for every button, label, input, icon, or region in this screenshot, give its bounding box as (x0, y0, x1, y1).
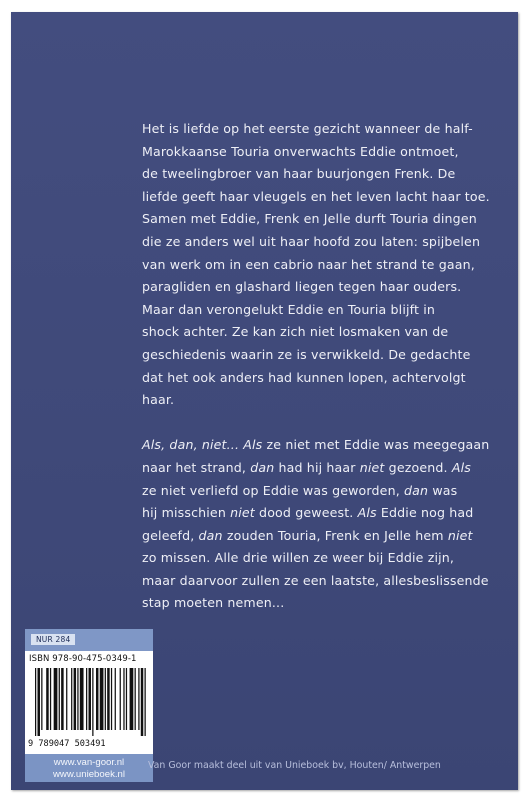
barcode-bar (105, 668, 106, 730)
text-run: gezoend. (384, 459, 452, 475)
publisher-line: Van Goor maakt deel uit van Unieboek bv, Houten/ Antwerpen (148, 760, 441, 771)
italic-text: niet (447, 527, 473, 543)
blurb-line: stap moeten nemen... (142, 595, 285, 611)
text-run: zouden Touria, Frenk en Jelle hem (222, 527, 448, 543)
barcode-bar (54, 668, 58, 730)
text-run: Eddie nog had (376, 505, 474, 521)
barcode-panel (25, 629, 153, 780)
blurb-line: de tweelingbroer van haar buurjongen Frenk. De (142, 166, 456, 182)
italic-text: Als (451, 459, 471, 475)
blurb-line: liefde geeft haar vleugels en het leven lacht haar toe. (142, 188, 490, 204)
barcode-bar (100, 668, 104, 730)
barcode-bar (115, 668, 116, 730)
blurb-line (142, 457, 512, 480)
blurb-line (142, 434, 512, 457)
blurb-line: shock achter. Ze kan zich niet losmaken van de (142, 324, 449, 340)
blurb-line: Het is liefde op het eerste gezicht wanneer de half- (142, 121, 473, 136)
barcode-icon (35, 668, 147, 736)
barcode-bar (66, 668, 67, 730)
italic-text: niet (230, 505, 255, 521)
italic-text: dan (198, 527, 223, 543)
barcode-bar (92, 668, 93, 736)
blurb-line: zo missen. Alle drie willen ze weer bij Eddie zijn, (142, 550, 455, 566)
text-run: was (428, 482, 458, 498)
blurb-line (142, 525, 512, 548)
url-box (25, 754, 153, 782)
barcode-digits: 9 789047 503491 (28, 739, 106, 749)
blurb-text (142, 118, 512, 615)
nur-code: NUR 284 (31, 634, 75, 645)
blurb-line (142, 480, 512, 503)
barcode-bar (135, 668, 136, 730)
isbn-box (25, 651, 153, 754)
text-run: naar het strand, (142, 459, 251, 475)
italic-text: dan (250, 459, 275, 475)
blurb-paragraph-2 (142, 434, 512, 615)
barcode-bar (145, 668, 146, 736)
text-run: geleefd, (142, 527, 199, 543)
barcode-bar (126, 668, 127, 730)
text-run: dood geweest. (254, 505, 358, 521)
publisher-url-link[interactable]: www.unieboek.nl (53, 769, 125, 780)
blurb-line: paragliden en glashard liegen tegen haar ouders. (142, 279, 462, 295)
blurb-line: Samen met Eddie, Frenk en Jelle durft Touria dingen (142, 211, 477, 227)
text-run: ze niet verliefd op Eddie was geworden, (142, 482, 405, 498)
blurb-line: geschiedenis waarin ze is verwikkeld. De gedachte (142, 346, 471, 362)
barcode-bar (61, 668, 63, 730)
barcode-bar (71, 668, 72, 730)
barcode-bar (41, 668, 42, 730)
blurb-line: haar. (142, 392, 175, 408)
italic-text: Als (357, 505, 377, 521)
blurb-line: van werk om in een cabrio naar het strand te gaan, (142, 256, 475, 272)
italic-text: Als, dan, niet... Als (142, 437, 263, 453)
italic-text: niet (359, 459, 385, 475)
blurb-line: dat het ook anders had kunnen lopen, achtervolgt (142, 369, 466, 385)
barcode-bar (123, 668, 124, 730)
text-run: had hij haar (274, 459, 360, 475)
blurb-line: die ze anders wel uit haar hoofd zou laten: spijbelen (142, 233, 481, 249)
barcode-bar (77, 668, 78, 730)
text-run: ze niet met Eddie was meegegaan (262, 437, 490, 453)
isbn-label: ISBN 978-90-475-0349-1 (29, 654, 137, 664)
blurb-paragraph-1 (142, 118, 512, 412)
barcode-bar (46, 668, 48, 730)
barcode-bar (35, 668, 36, 736)
barcode-bar (89, 668, 91, 730)
blurb-line: Maar dan verongelukt Eddie en Touria blijft in (142, 301, 436, 317)
book-back-cover (11, 12, 518, 790)
italic-text: dan (404, 482, 429, 498)
barcode-bar (86, 668, 87, 730)
publisher-url-link[interactable]: www.van-goor.nl (53, 757, 125, 768)
blurb-line (142, 502, 512, 525)
blurb-line: maar daarvoor zullen ze een laatste, allesbeslissende (142, 572, 489, 588)
barcode-bar (107, 668, 109, 730)
barcode-bar (50, 668, 51, 730)
barcode-bar (80, 668, 84, 730)
text-run: hij misschien (142, 505, 231, 521)
barcode-bar (59, 668, 60, 730)
barcode-bar (138, 668, 139, 730)
barcode-bar (120, 668, 121, 730)
barcode-bar (74, 668, 76, 730)
barcode-bar (141, 668, 143, 736)
blurb-line: Marokkaanse Touria onverwachts Eddie ontmoet, (142, 143, 459, 159)
barcode-bar (111, 668, 112, 730)
nur-strip (25, 629, 153, 651)
barcode-bar (96, 668, 98, 730)
barcode-bar (130, 668, 134, 730)
barcode-bar (37, 668, 39, 736)
